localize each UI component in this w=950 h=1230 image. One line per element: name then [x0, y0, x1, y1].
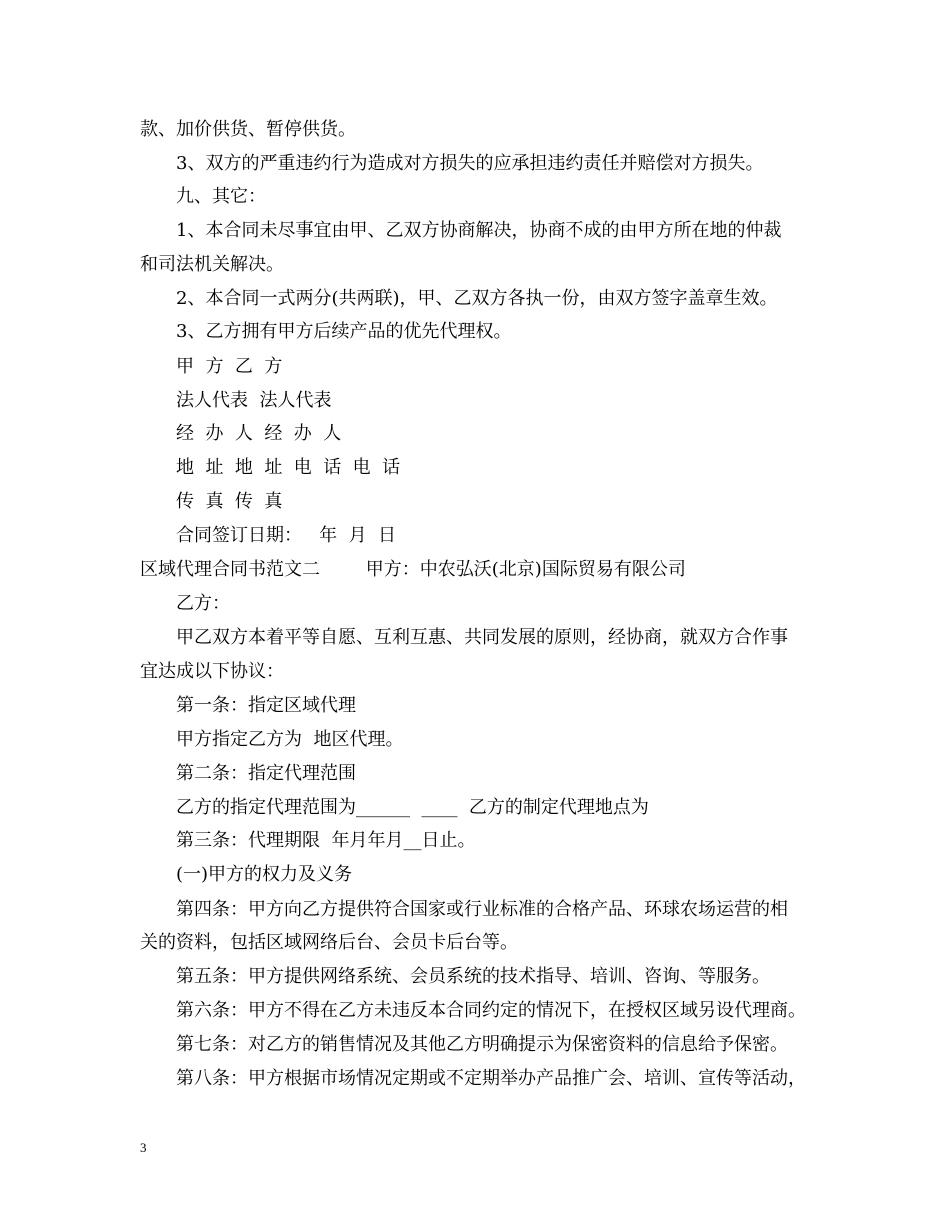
text-line: 第七条：对乙方的销售情况及其他乙方明确提示为保密资料的信息给予保密。 [176, 1034, 788, 1055]
text-line: 第四条：甲方向乙方提供符合国家或行业标准的合格产品、环球农场运营的相 [176, 899, 788, 920]
text-line: 关的资料，包括区域网络后台、会员卡后台等。 [140, 932, 518, 953]
document-title: 区域代理合同书范文二 甲方：中农弘沃(北京)国际贸易有限公司 [140, 559, 686, 580]
text-line: 甲乙双方本着平等自愿、互利互惠、共同发展的原则，经协商，就双方合作事 [176, 627, 788, 648]
text-line: 宜达成以下协议： [140, 661, 284, 682]
page-number: 3 [140, 1140, 147, 1155]
text-line: 3、双方的严重违约行为造成对方损失的应承担违约责任并赔偿对方损失。 [176, 153, 764, 174]
text-line: 款、加价供货、暂停供货。 [140, 119, 356, 140]
clause-heading: 第三条：代理期限 年月年月__日止。 [176, 830, 476, 851]
text-line: 2、本合同一式两分(共两联)，甲、乙双方各执一份，由双方签字盖章生效。 [176, 288, 778, 309]
signing-date: 合同签订日期： 年 月 日 [176, 525, 397, 546]
clause-heading: 第一条：指定区域代理 [176, 695, 356, 716]
text-line: 3、乙方拥有甲方后续产品的优先代理权。 [176, 321, 512, 342]
signature-field: 经 办 人 经 办 人 [176, 423, 342, 444]
text-line: 乙方的指定代理范围为______ ____ 乙方的制定代理地点为 [176, 797, 649, 818]
section-heading: 九、其它： [176, 186, 266, 207]
signature-field: 法人代表 法人代表 [176, 390, 332, 411]
text-line: 1、本合同未尽事宜由甲、乙双方协商解决，协商不成的由甲方所在地的仲裁 [176, 220, 782, 241]
text-line: 甲方指定乙方为 地区代理。 [176, 729, 404, 750]
text-line: 第八条：甲方根据市场情况定期或不定期举办产品推广会、培训、宣传等活动， [176, 1068, 806, 1089]
signature-field: 地 址 地 址 电 话 电 话 [176, 457, 401, 478]
text-line: 第六条：甲方不得在乙方未违反本合同约定的情况下，在授权区域另设代理商。 [176, 1000, 806, 1021]
signature-field: 传 真 传 真 [176, 491, 283, 512]
signature-field: 甲 方 乙 方 [176, 356, 283, 377]
section-heading: (一)甲方的权力及义务 [176, 864, 353, 885]
text-line: 第五条：甲方提供网络系统、会员系统的技术指导、培训、咨询、等服务。 [176, 966, 770, 987]
text-line: 和司法机关解决。 [140, 254, 284, 275]
text-line: 乙方： [176, 593, 230, 614]
clause-heading: 第二条：指定代理范围 [176, 763, 356, 784]
